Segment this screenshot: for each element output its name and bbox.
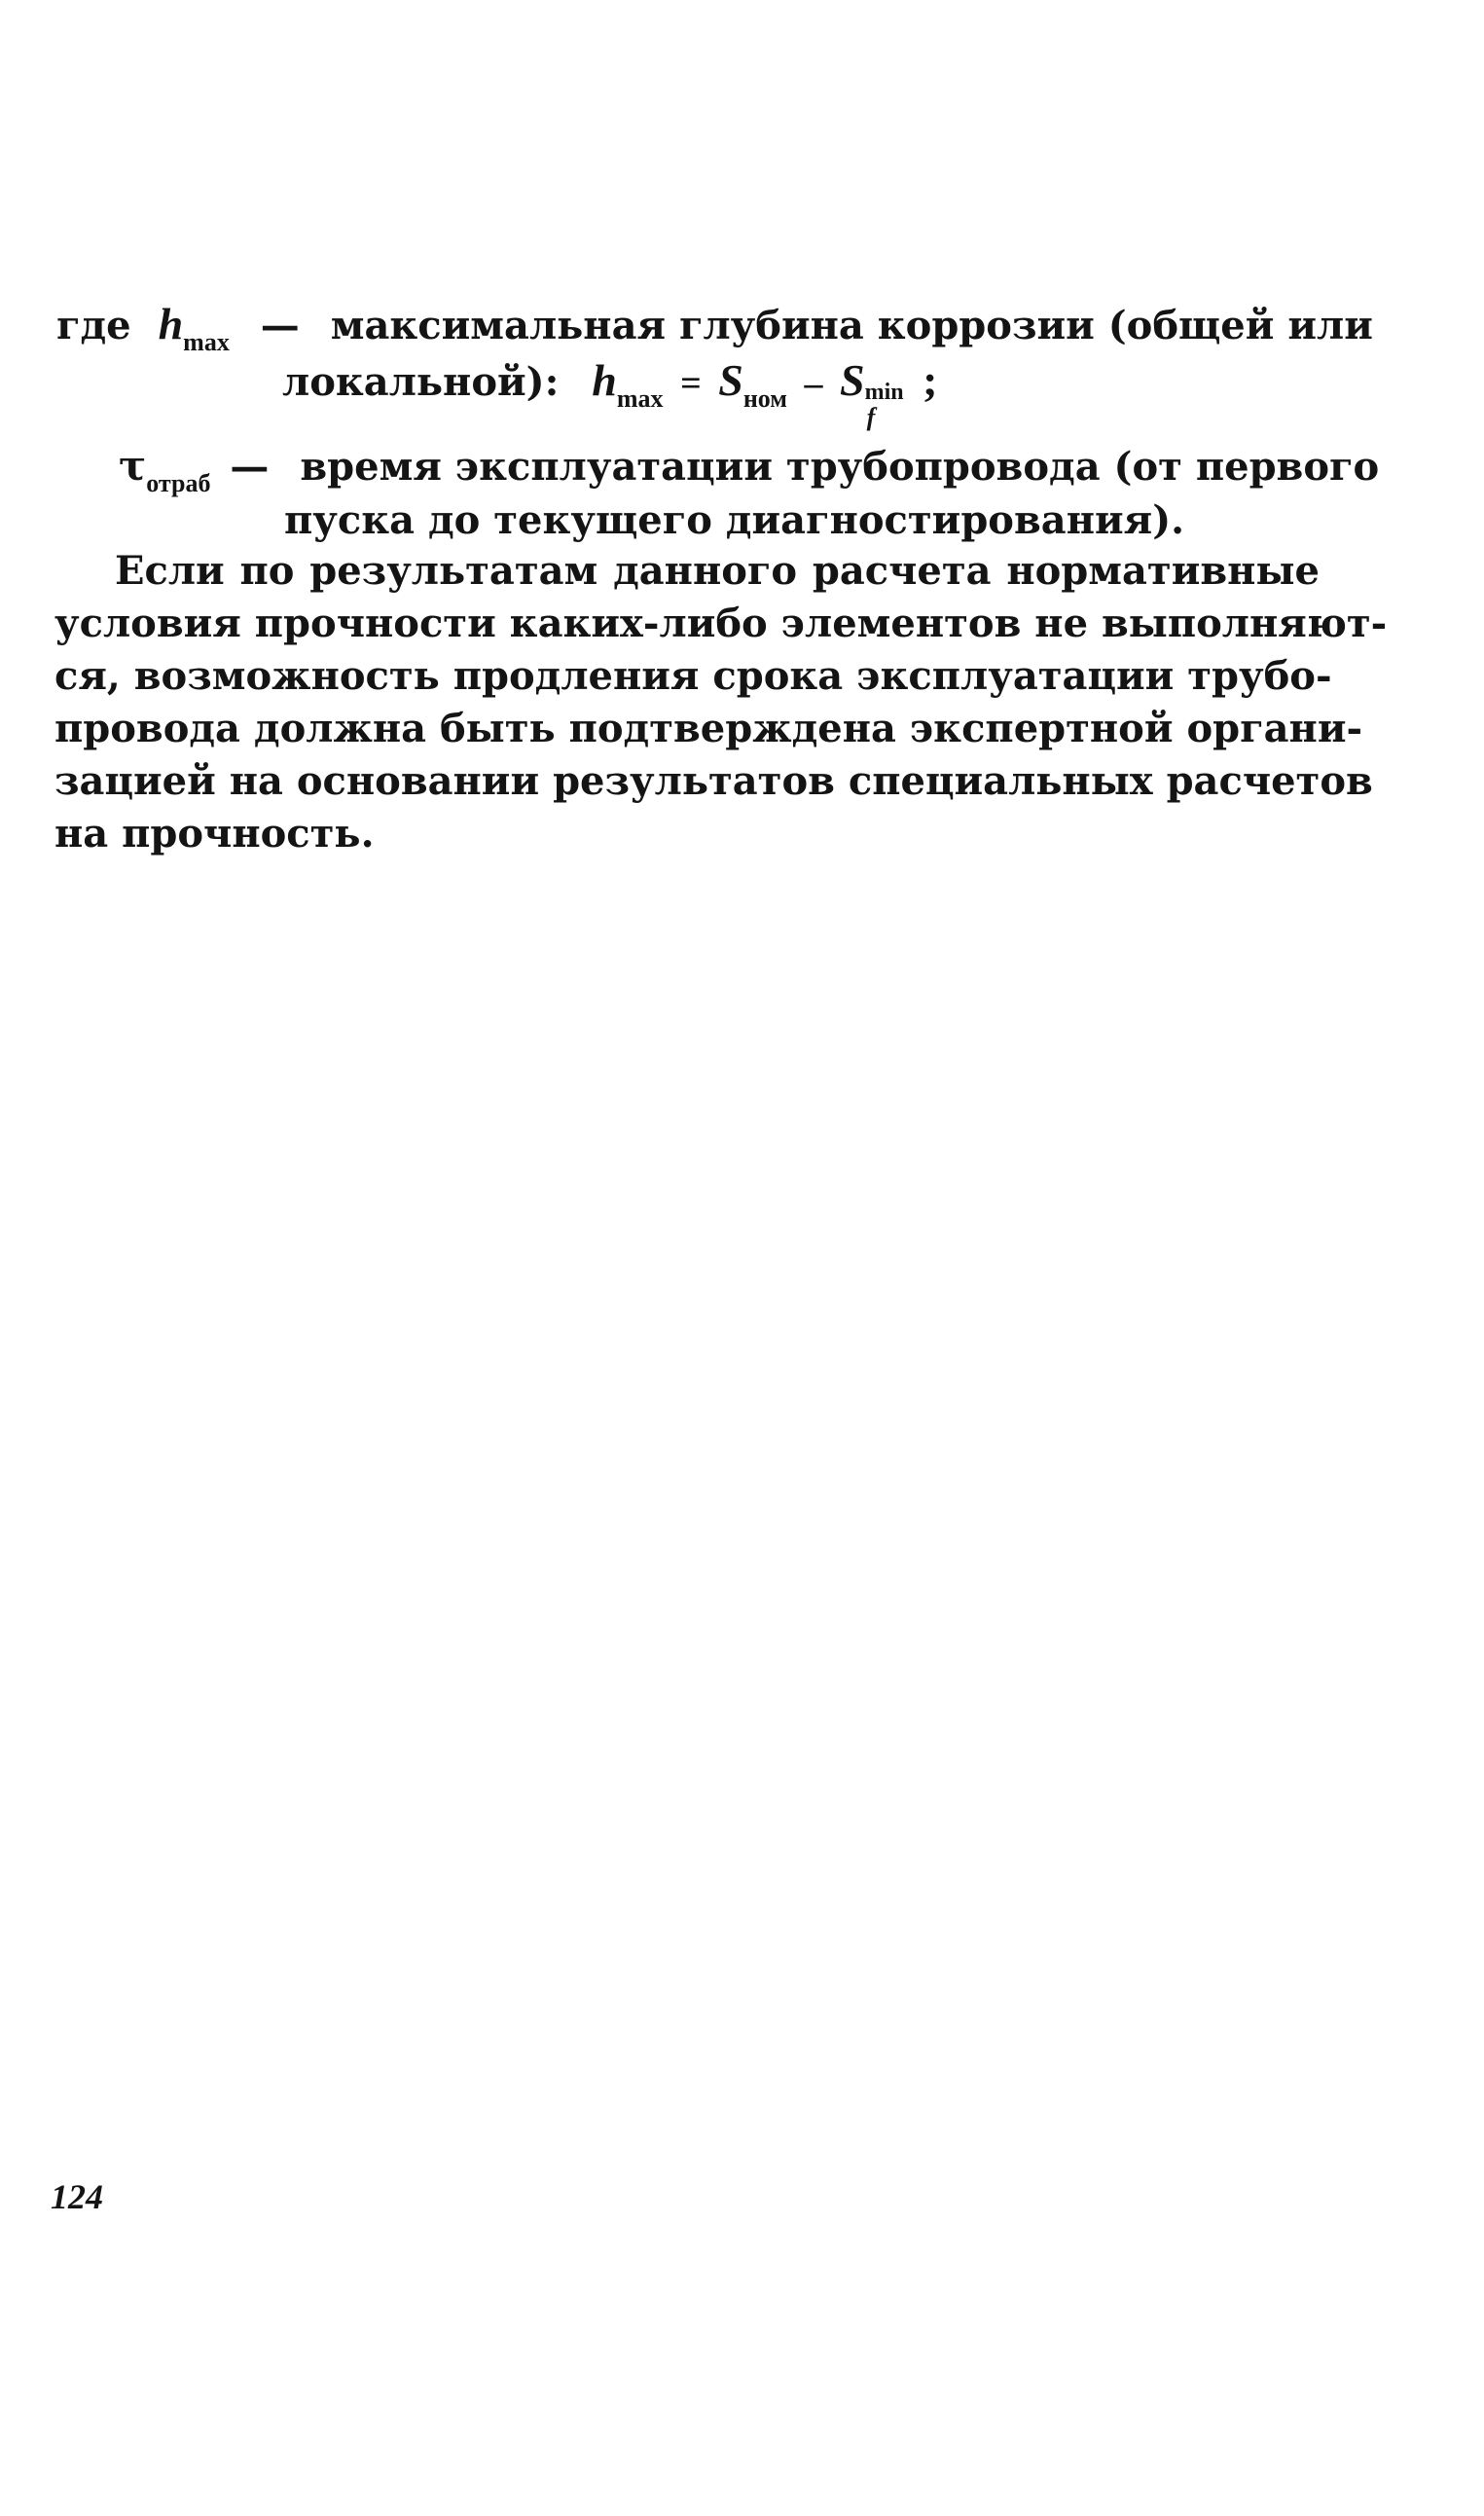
paragraph-line [54,703,1363,755]
paragraph-line [54,755,1373,808]
definition-tau-line2 [284,494,1184,547]
definition-lead-word: где [56,303,131,348]
formula-s-f: S [840,355,865,405]
formula-equals: = [680,363,702,404]
page-number: 124 [51,2177,103,2216]
symbol-h: h [158,299,184,348]
symbol-tau-subscript: отраб [146,469,211,497]
paragraph-line-text: Если по результатам данного расчета нормативные [115,548,1320,594]
formula-lhs-subscript: max [616,384,664,413]
paragraph-line [54,808,1320,860]
definition-h-max-text-line2: локальной): [282,359,560,405]
symbol-h-subscript: max [183,328,230,356]
definition-tau-text-line2: пуска до текущего диагностирования). [284,497,1185,543]
definition-dash: — [230,444,270,490]
formula-h-max [592,355,938,431]
formula-s-nom-subscript: ном [742,384,788,413]
body-paragraph [54,545,1388,860]
paragraph-line [54,545,1320,598]
paragraph-line-text: провода должна быть подтверждена экспертной органи- [54,706,1363,751]
formula-s-nom: S [718,355,743,405]
symbol-tau: τ [119,442,147,490]
formula-minus: – [804,363,823,404]
definition-h-max-text-line1: максимальная глубина коррозии (общей или [330,303,1373,348]
formula-s-f-superscript: min [864,380,904,405]
paragraph-line-text: зацией на основании результатов специальных расчетов [54,758,1373,804]
definition-tau-text-line1: время эксплуатации трубопровода (от первого [300,444,1380,490]
paragraph-line [54,650,1332,703]
formula-semicolon: ; [923,355,938,405]
paragraph-line-text: условия прочности каких-либо элементов не выполняют- [54,601,1388,646]
paragraph-line-text: на прочность. [54,811,375,857]
definition-h-max-line2 [282,354,938,431]
paragraph-line [54,598,1388,650]
definition-dash: — [260,303,300,348]
paragraph-line-text: ся, возможность продления срока эксплуатации трубо- [54,653,1332,699]
formula-s-f-subscript: f [866,403,876,431]
formula-lhs: h [592,355,617,405]
